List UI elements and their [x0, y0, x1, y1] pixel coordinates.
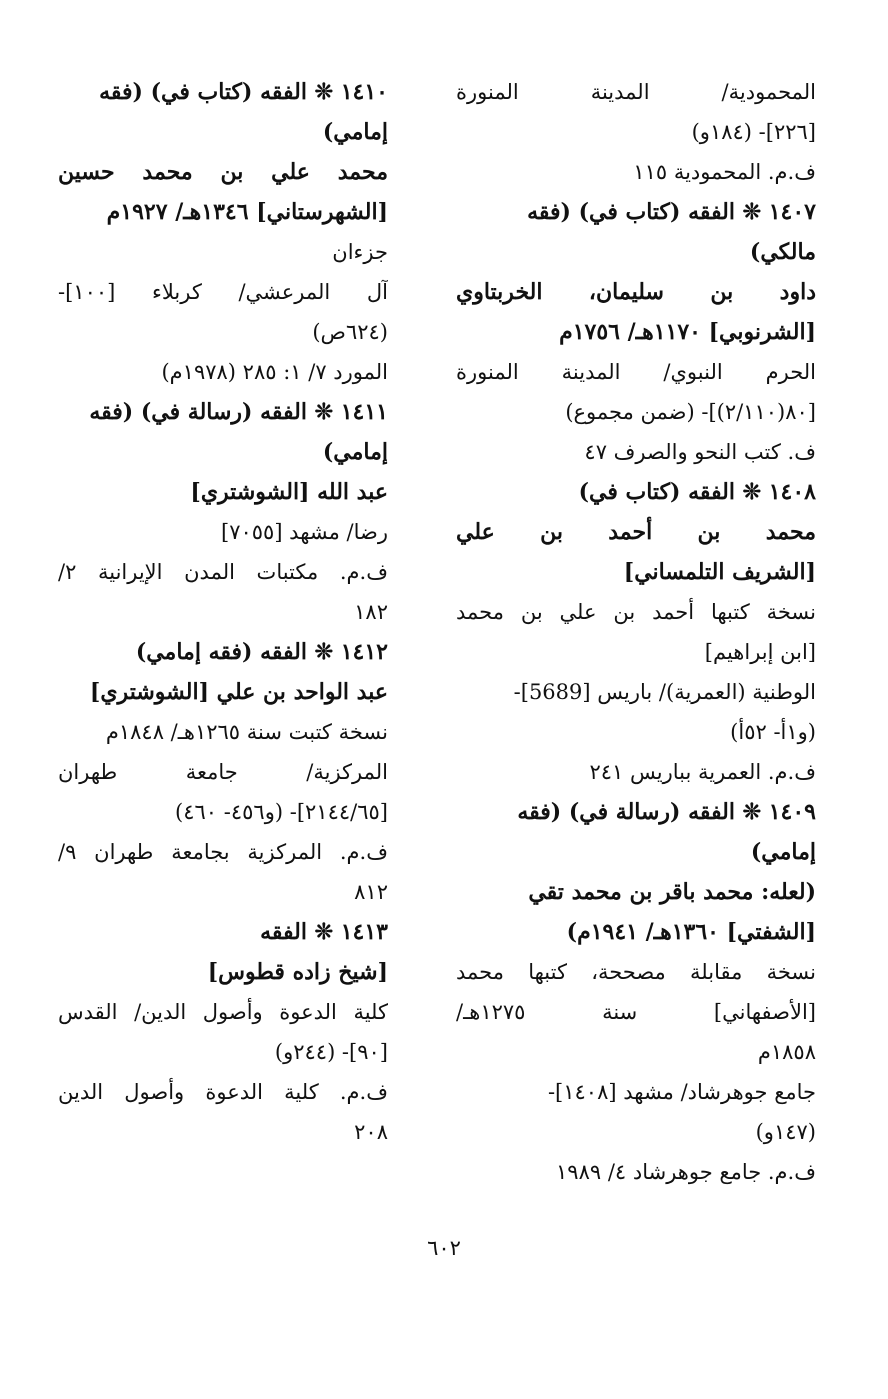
right-column [456, 72, 816, 1192]
entry-line: رضا/ مشهد [٧٠٥٥] [220, 520, 388, 544]
entry-line: [الشفتي] ١٣٦٠هـ/ ١٩٤١م) [566, 919, 816, 945]
entry-heading: ١٤٠٨ ❊ الفقه (كتاب في) [578, 479, 816, 505]
entry-heading: ١٤٠٧ ❊ الفقه (كتاب في) (فقه [527, 199, 816, 225]
entry-line: نسخة مقابلة مصححة، كتبها محمد [456, 960, 816, 984]
entry-heading: ١٤١١ ❊ الفقه (رسالة في) (فقه [89, 399, 388, 425]
entry-line: جزءان [332, 240, 388, 264]
entry-line: [الأصفهاني] سنة ١٢٧٥هـ/ [456, 1000, 816, 1024]
entry-line: ف. كتب النحو والصرف ٤٧ [584, 440, 816, 464]
entry-line: كلية الدعوة وأصول الدين/ القدس [58, 1000, 388, 1024]
entry-line: [الشريف التلمساني] [623, 559, 816, 585]
entry-line: إمامي) [322, 439, 388, 465]
entry-line: ٢٠٨ [354, 1120, 388, 1144]
entry-line: (لعله: محمد باقر بن محمد تقي [528, 879, 816, 905]
entry-line: محمد بن أحمد بن علي [456, 519, 816, 545]
entry-line: المورد ٧/ ١: ٢٨٥ (١٩٧٨م) [161, 360, 388, 384]
entry-line: عبد الله [الشوشتري] [190, 479, 388, 505]
entry-line: ف.م. المحمودية ١١٥ [633, 160, 816, 184]
entry-line: المحمودية/ المدينة المنورة [456, 80, 816, 104]
entry-line: ف.م. العمرية بباريس ٢٤١ [589, 760, 816, 784]
entry-heading: ١٤١٣ ❊ الفقه [260, 919, 388, 945]
entry-line: ف.م. كلية الدعوة وأصول الدين [58, 1080, 388, 1104]
entry-line: الوطنية (العمرية)/ باريس [5689]- [513, 680, 816, 704]
entry-heading: ١٤١٢ ❊ الفقه (فقه إمامي) [135, 639, 388, 665]
entry-line: الحرم النبوي/ المدينة المنورة [456, 360, 816, 384]
entry-line: ٨١٢ [354, 880, 388, 904]
entry-line: جامع جوهرشاد/ مشهد [١٤٠٨]- [547, 1080, 816, 1104]
entry-line: (و١أ- ٥٢أ) [730, 720, 816, 744]
entry-line: مالكي) [749, 239, 816, 265]
entry-line: [٩٠]- (٢٤٤و) [274, 1040, 388, 1064]
entry-line: [شيخ زاده قطوس] [207, 959, 388, 985]
left-column [58, 72, 388, 1152]
entry-line: (٦٢٤ص) [312, 320, 388, 344]
entry-line: نسخة كتبها أحمد بن علي بن محمد [456, 600, 816, 624]
entry-line: المركزية/ جامعة طهران [58, 760, 388, 784]
entry-line: نسخة كتبت سنة ١٢٦٥هـ/ ١٨٤٨م [105, 720, 388, 744]
entry-heading: ١٤٠٩ ❊ الفقه (رسالة في) (فقه [517, 799, 816, 825]
entry-line: [٨٠(٢/١١٠)]- (ضمن مجموع) [565, 400, 816, 424]
entry-line: [٢١٤٤/٦٥]- (و٤٥٦- ٤٦٠) [175, 800, 388, 824]
entry-heading: ١٤١٠ ❊ الفقه (كتاب في) (فقه [99, 79, 388, 105]
entry-line: ١٨٢ [354, 600, 388, 624]
entry-line: [الشرنوبي] ١١٧٠هـ/ ١٧٥٦م [559, 319, 816, 345]
entry-line: ف.م. المركزية بجامعة طهران ٩/ [58, 840, 388, 864]
entry-line: [ابن إبراهيم] [704, 640, 816, 664]
entry-line: عبد الواحد بن علي [الشوشتري] [89, 679, 388, 705]
entry-line: ف.م. مكتبات المدن الإيرانية ٢/ [58, 560, 388, 584]
entry-line: ف.م. جامع جوهرشاد ٤/ ١٩٨٩ [556, 1160, 816, 1184]
entry-line: [الشهرستاني] ١٣٤٦هـ/ ١٩٢٧م [106, 199, 388, 225]
entry-line: [٢٢٦]- (١٨٤و) [691, 120, 816, 144]
entry-line: داود بن سليمان، الخربتاوي [456, 279, 816, 305]
entry-line: إمامي) [750, 839, 816, 865]
page-number: ٦٠٢ [427, 1236, 461, 1260]
entry-line: ١٨٥٨م [757, 1040, 816, 1064]
entry-line: إمامي) [322, 119, 388, 145]
entry-line: محمد علي بن محمد حسين [58, 159, 388, 185]
entry-line: آل المرعشي/ كربلاء [١٠٠]- [58, 280, 388, 304]
entry-line: (١٤٧و) [755, 1120, 816, 1144]
